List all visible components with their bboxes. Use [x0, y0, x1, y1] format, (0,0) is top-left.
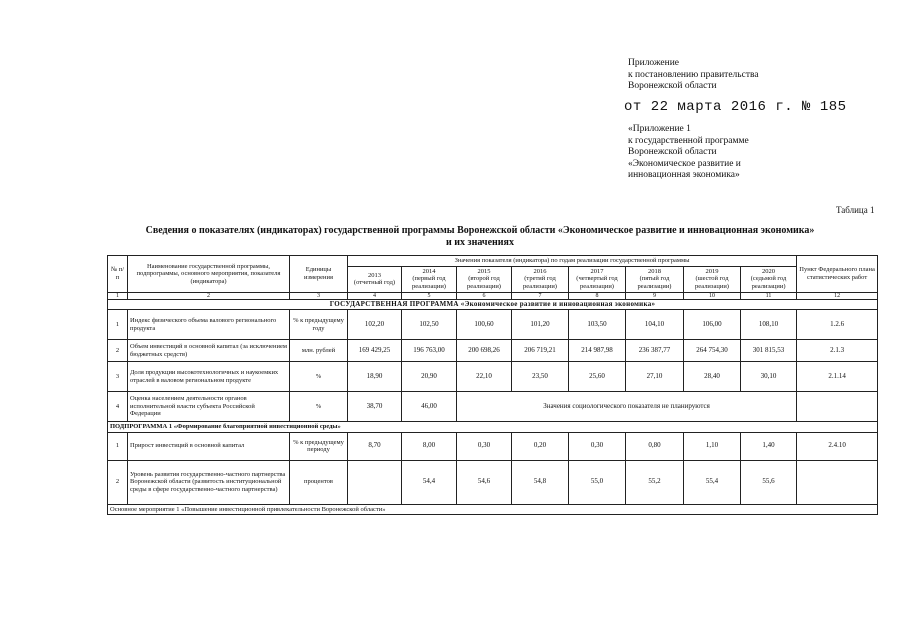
header-line: Воронежской области	[628, 81, 717, 91]
decree-date-number: от 22 марта 2016 г. № 185	[624, 99, 847, 115]
activity-title-row	[108, 504, 878, 515]
value-cell: 106,00	[684, 310, 741, 340]
row-num: 4	[108, 392, 128, 422]
annex-line: инновационная экономика»	[628, 170, 740, 180]
decree-header	[628, 58, 898, 93]
col-index: 4	[348, 292, 402, 299]
col-index: 11	[741, 292, 797, 299]
table-row	[108, 432, 878, 460]
indicator-unit: % к предыдущему периоду	[290, 432, 348, 460]
value-cell: 0,30	[457, 432, 512, 460]
value-cell: 30,10	[741, 362, 797, 392]
annex-line: Воронежской области	[628, 147, 717, 157]
value-cell: 104,10	[626, 310, 684, 340]
plan-cell	[797, 460, 878, 504]
col-plan-header: Пункт Федерального плана статистических работ	[797, 256, 878, 293]
indicator-name: Прирост инвестиций в основной капитал	[128, 432, 290, 460]
year-header: 2020 (седьмой год реализации)	[741, 266, 797, 292]
annex-line: к государственной программе	[628, 135, 749, 146]
row-num: 1	[108, 310, 128, 340]
value-cell: 101,20	[512, 310, 569, 340]
value-cell: 0,80	[626, 432, 684, 460]
indicator-unit: %	[290, 392, 348, 422]
value-cell: 38,70	[348, 392, 402, 422]
value-cell: 0,30	[569, 432, 626, 460]
value-cell: 54,8	[512, 460, 569, 504]
value-cell	[348, 460, 402, 504]
value-cell: 8,00	[402, 432, 457, 460]
annex-line: «Приложение 1	[628, 124, 691, 134]
col-name-header: Наименование государственной программы, подпрограммы, основного мероприятия, показателя (индикатора)	[128, 256, 290, 293]
col-index: 2	[128, 292, 290, 299]
subprogram-title: ПОДПРОГРАММА 1 «Формирование благоприятной инвестиционной среды»	[108, 422, 878, 433]
col-index: 1	[108, 292, 128, 299]
value-cell: 264 754,30	[684, 340, 741, 362]
value-cell: 102,50	[402, 310, 457, 340]
col-index: 12	[797, 292, 878, 299]
value-cell: 20,90	[402, 362, 457, 392]
value-cell: 236 387,77	[626, 340, 684, 362]
annex-header	[628, 124, 898, 182]
plan-cell	[797, 392, 878, 422]
value-cell: 169 429,25	[348, 340, 402, 362]
value-cell: 55,2	[626, 460, 684, 504]
year-header: 2017 (четвертый год реализации)	[569, 266, 626, 292]
indicator-name: Индекс физического объема валового регионального продукта	[128, 310, 290, 340]
plan-cell: 2.1.3	[797, 340, 878, 362]
year-header: 2016 (третий год реализации)	[512, 266, 569, 292]
value-cell: 22,10	[457, 362, 512, 392]
table-label: Таблица 1	[836, 205, 875, 215]
col-index: 3	[290, 292, 348, 299]
col-index: 5	[402, 292, 457, 299]
program-title-row	[108, 299, 878, 310]
value-cell: 196 763,00	[402, 340, 457, 362]
col-index: 6	[457, 292, 512, 299]
year-header: 2019 (шестой год реализации)	[684, 266, 741, 292]
year-header: 2013 (отчетный год)	[348, 266, 402, 292]
value-cell: 301 815,53	[741, 340, 797, 362]
value-cell: 200 698,26	[457, 340, 512, 362]
value-cell: 55,6	[741, 460, 797, 504]
indicator-name: Оценка населением деятельности органов исполнительной власти субъекта Российской Федерации	[128, 392, 290, 422]
col-index: 8	[569, 292, 626, 299]
value-cell: 54,6	[457, 460, 512, 504]
header-row-1	[108, 256, 878, 267]
row-num: 3	[108, 362, 128, 392]
value-cell: 0,20	[512, 432, 569, 460]
value-cell: 8,70	[348, 432, 402, 460]
year-header: 2015 (второй год реализации)	[457, 266, 512, 292]
value-cell: 54,4	[402, 460, 457, 504]
indicator-name: Доля продукции высокотехнологичных и наукоемких отраслей в валовом региональном продукте	[128, 362, 290, 392]
value-cell: 214 987,98	[569, 340, 626, 362]
col-num-header: № п/п	[108, 256, 128, 293]
indicator-unit: %	[290, 362, 348, 392]
plan-cell: 1.2.6	[797, 310, 878, 340]
table-row	[108, 362, 878, 392]
annex-line: «Экономическое развитие и	[628, 158, 741, 169]
plan-cell: 2.1.14	[797, 362, 878, 392]
row-num: 1	[108, 432, 128, 460]
row-num: 2	[108, 340, 128, 362]
value-cell: 25,60	[569, 362, 626, 392]
table-row	[108, 310, 878, 340]
value-cell: 55,4	[684, 460, 741, 504]
title-line-1: Сведения о показателях (индикаторах) государственной программы Воронежской области «Экономическое развитие и инновационная экономика»	[145, 225, 815, 236]
value-cell: 206 719,21	[512, 340, 569, 362]
year-header: 2018 (пятый год реализации)	[626, 266, 684, 292]
plan-cell: 2.4.10	[797, 432, 878, 460]
col-values-group-header: Значения показателя (индикатора) по годам реализации государственной программы	[348, 256, 797, 267]
col-index: 7	[512, 292, 569, 299]
program-title: ГОСУДАРСТВЕННАЯ ПРОГРАММА «Экономическое развитие и инновационная экономика»	[108, 299, 878, 310]
value-cell: 100,60	[457, 310, 512, 340]
value-cell: 108,10	[741, 310, 797, 340]
indicator-unit: процентов	[290, 460, 348, 504]
table-row	[108, 340, 878, 362]
value-cell: 23,50	[512, 362, 569, 392]
table-row	[108, 460, 878, 504]
column-index-row	[108, 292, 878, 299]
not-planned-note: Значения социологического показателя не планируются	[457, 392, 797, 422]
indicators-table	[107, 255, 878, 515]
activity-title: Основное мероприятие 1 «Повышение инвестиционной привлекательности Воронежской области»	[108, 504, 878, 515]
value-cell: 102,20	[348, 310, 402, 340]
table-row	[108, 392, 878, 422]
value-cell: 103,50	[569, 310, 626, 340]
value-cell: 1,40	[741, 432, 797, 460]
col-index: 9	[626, 292, 684, 299]
value-cell: 1,10	[684, 432, 741, 460]
col-unit-header: Единицы измерения	[290, 256, 348, 293]
value-cell: 28,40	[684, 362, 741, 392]
indicator-name: Уровень развития государственно-частного партнерства Воронежской области (развитость институциональной среды в сфере государственно-частного партнерства)	[128, 460, 290, 504]
row-num: 2	[108, 460, 128, 504]
col-index: 10	[684, 292, 741, 299]
indicator-unit: % к предыдущему году	[290, 310, 348, 340]
document-title	[110, 225, 850, 249]
indicator-unit: млн. рублей	[290, 340, 348, 362]
subprogram-title-row	[108, 422, 878, 433]
title-line-2: и их значениях	[446, 237, 514, 248]
header-line: Приложение	[628, 58, 679, 68]
value-cell: 27,10	[626, 362, 684, 392]
value-cell: 55,0	[569, 460, 626, 504]
value-cell: 18,90	[348, 362, 402, 392]
year-header: 2014 (первый год реализации)	[402, 266, 457, 292]
indicator-name: Объем инвестиций в основной капитал (за исключением бюджетных средств)	[128, 340, 290, 362]
header-line: к постановлению правительства	[628, 69, 759, 80]
value-cell: 46,00	[402, 392, 457, 422]
